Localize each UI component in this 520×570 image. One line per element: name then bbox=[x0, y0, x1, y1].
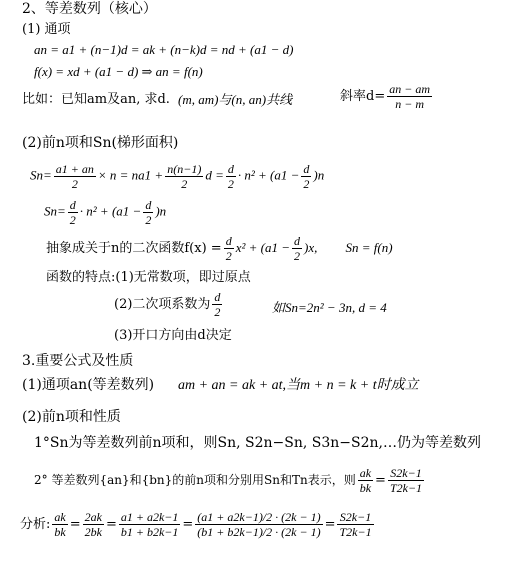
sum-formula-2: Sn= $\frac{d}{2}$ · n² + (a1 − $\frac{d}{2}$ )n bbox=[44, 198, 167, 227]
abstract-quadratic: 抽象成关于n的二次函数f(x) = $\frac{d}{2}$ x² + (a1 − $\frac{d}{2}$ )x, Sn = f(n) bbox=[46, 234, 393, 263]
section-2-title: 2、等差数列（核心） bbox=[22, 1, 157, 17]
function-features: 函数的特点:(1)无常数项，即过原点 bbox=[46, 270, 251, 285]
property-2: 2° 等差数列{an}和{bn}的前n项和分别用Sn和Tn表示，则 $\frac{ak}{bk}$ = $\frac{S2k-1}{T2k-1}$ bbox=[34, 466, 423, 495]
subsection-general-term: (1) 通项 bbox=[22, 22, 71, 37]
feature-2-example: 如Sn=2n² − 3n, d = 4 bbox=[272, 300, 387, 315]
sum-formula-1: Sn= $\frac{a1 + an}{2}$ × n = na1 + $\frac{n(n-1)}{2}$ d = $\frac{d}{2}$ · n² + (a1 − $\frac{d}{2}$ )n bbox=[30, 162, 325, 191]
subsection-sum-properties: (2)前n项和性质 bbox=[22, 409, 121, 425]
property-general-term: (1)通项an(等差数列) bbox=[22, 377, 155, 393]
feature-3: (3)开口方向由d决定 bbox=[114, 328, 232, 343]
general-term-formula: an = a1 + (n−1)d = ak + (n−k)d = nd + (a1 − d) bbox=[34, 42, 294, 57]
property-general-term-formula: am + an = ak + at,当m + n = k + t时成立 bbox=[178, 378, 419, 393]
example-text: 比如：已知am及an, 求d. bbox=[22, 92, 170, 107]
collinear-text: (m, am)与(n, an)共线 bbox=[178, 92, 293, 107]
section-3-title: 3.重要公式及性质 bbox=[22, 353, 134, 369]
linear-function-formula: f(x) = xd + (a1 − d) ⇒ an = f(n) bbox=[34, 64, 203, 79]
analysis-formula: 分析: $\frac{ak}{bk}$ = $\frac{2ak}{2bk}$ = $\frac{a1 + a2k-1}{b1 + b2k-1}$ = $\frac{(a1 + a2k-1)/2 \cdot (2k - 1)}{(b1 + b2k-1)/2 \cdot (2k - 1)}$ = $\frac{S2k-1}{T2k-1}$ bbox=[20, 510, 372, 539]
slope-formula: 斜率d= $\frac{an - am}{n - m}$ bbox=[340, 82, 430, 111]
subsection-sum: (2)前n项和Sn(梯形面积) bbox=[22, 135, 179, 151]
property-1: 1°Sn为等差数列前n项和，则Sn, S2n−Sn, S3n−S2n,…仍为等差数列 bbox=[34, 435, 482, 451]
feature-2: (2)二次项系数为 $\frac{d}{2}$ bbox=[114, 290, 221, 319]
